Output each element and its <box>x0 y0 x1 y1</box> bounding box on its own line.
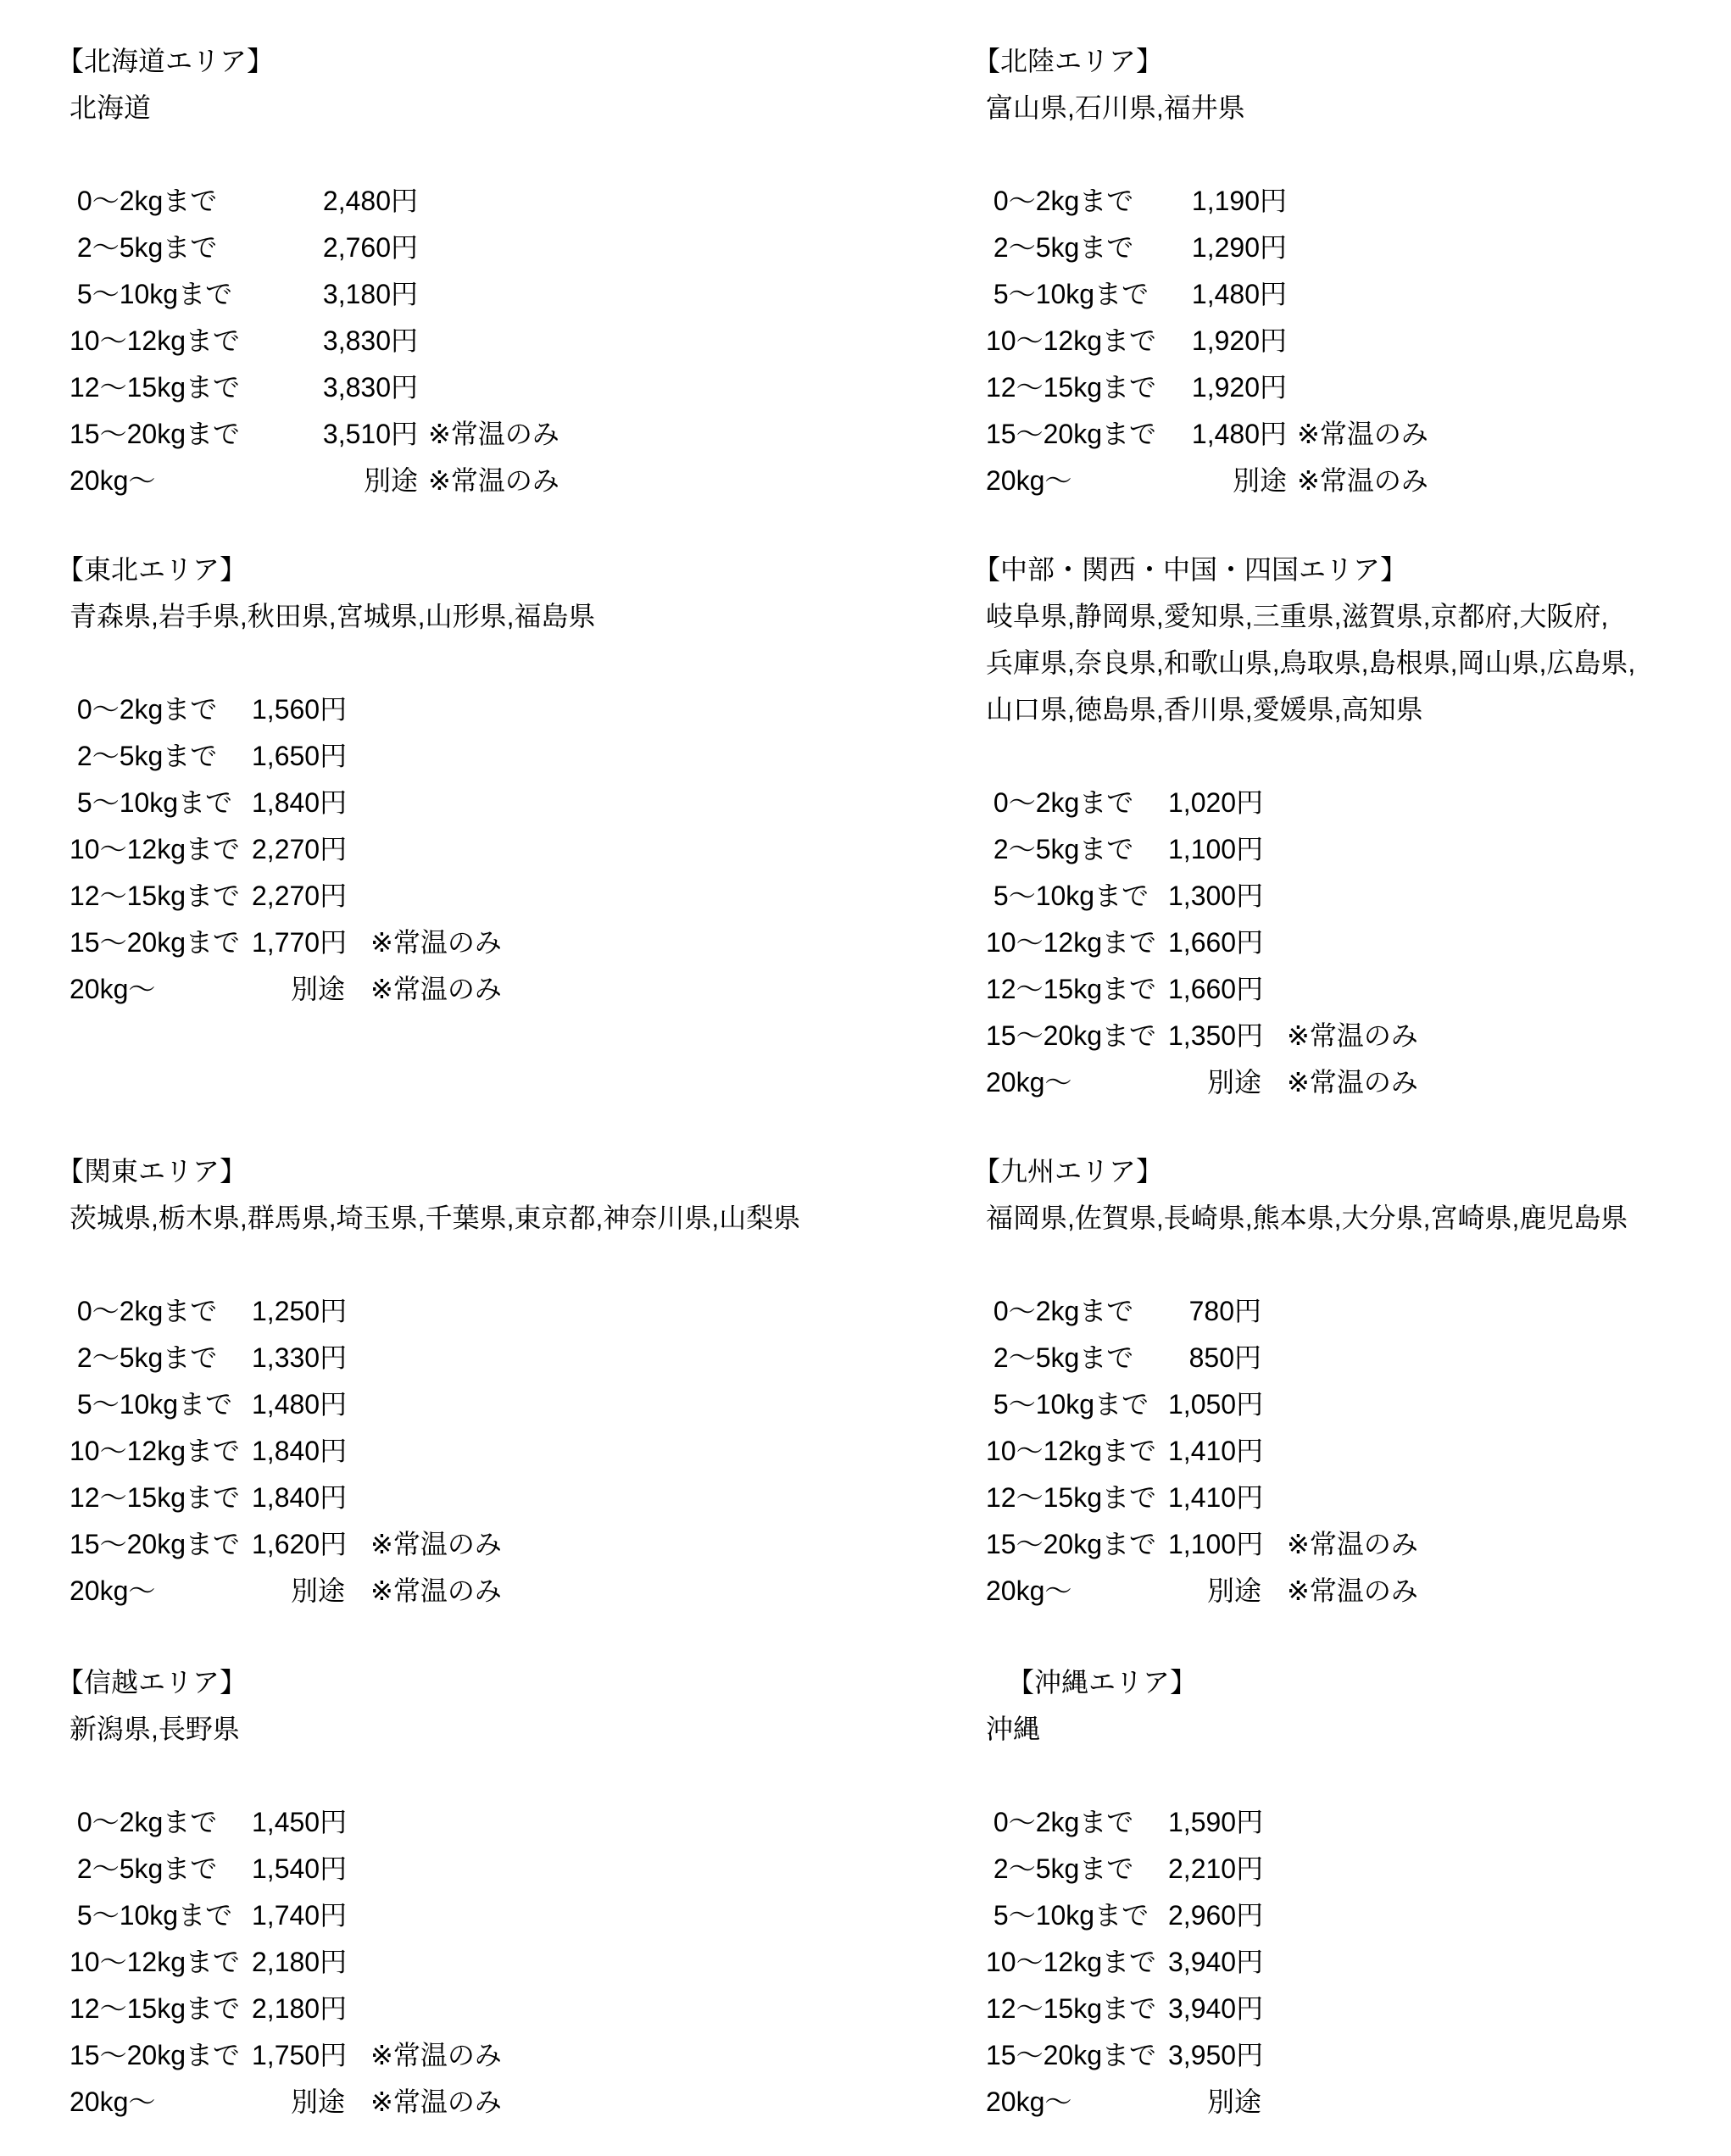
weight-range-label: 15〜20kgまで <box>986 2040 1156 2070</box>
rate-row <box>986 225 1731 271</box>
rate-row <box>986 2079 1731 2125</box>
rate-row <box>986 1986 1731 2032</box>
rate-row <box>70 1475 973 1521</box>
price-value: 1,540円 <box>252 1853 348 1884</box>
room-temp-only-note: ※常温のみ <box>1297 465 1428 496</box>
area-title: 【信越エリア】 <box>57 1667 248 1698</box>
rate-row <box>70 686 973 733</box>
rate-row <box>70 318 973 364</box>
price-value: 1,330円 <box>252 1342 348 1373</box>
rate-row <box>986 966 1731 1013</box>
price-value: 3,940円 <box>1168 1993 1264 2024</box>
section-kanto-area <box>57 1148 973 1659</box>
price-value: 1,840円 <box>252 1436 348 1466</box>
rate-row <box>70 1335 973 1381</box>
weight-range-label: 15〜20kgまで <box>986 419 1156 449</box>
rate-row <box>986 1799 1731 1846</box>
price-value: 2,270円 <box>252 881 348 911</box>
rate-row <box>986 1521 1731 1568</box>
price-value: 1,480円 <box>252 1389 348 1420</box>
rate-row <box>986 1288 1731 1335</box>
prefecture-list <box>973 1706 1731 1753</box>
weight-range-label: 0〜2kgまで <box>70 694 218 725</box>
price-value: 別途 <box>290 974 345 1004</box>
price-value: 1,250円 <box>252 1296 348 1326</box>
weight-range-label: 5〜10kgまで <box>986 279 1149 309</box>
weight-range-label: 2〜5kgまで <box>70 741 218 771</box>
weight-range-label: 2〜5kgまで <box>986 834 1134 864</box>
price-value: 780円 <box>1188 1296 1261 1326</box>
weight-range-label: 5〜10kgまで <box>70 279 233 309</box>
price-value: 2,270円 <box>252 834 348 864</box>
weight-range-label: 15〜20kgまで <box>70 927 240 958</box>
rate-row <box>70 1846 973 1892</box>
section-hokuriku-area <box>973 38 1731 547</box>
weight-range-label: 0〜2kgまで <box>70 1807 218 1837</box>
rate-row <box>986 1475 1731 1521</box>
weight-range-label: 15〜20kgまで <box>70 2040 240 2070</box>
weight-range-label: 2〜5kgまで <box>70 232 218 263</box>
rate-row <box>986 1381 1731 1428</box>
prefecture-list <box>973 85 1731 131</box>
weight-range-label: 2〜5kgまで <box>986 1342 1134 1373</box>
rate-row <box>986 1335 1731 1381</box>
weight-range-label: 0〜2kgまで <box>986 186 1134 216</box>
rate-table <box>973 178 1731 504</box>
room-temp-only-note: ※常温のみ <box>370 1529 502 1559</box>
rate-table <box>57 686 973 1013</box>
rate-row <box>70 1799 973 1846</box>
rate-row <box>986 318 1731 364</box>
prefecture-list <box>973 593 1731 733</box>
price-value: 別途 <box>1206 2087 1261 2117</box>
weight-range-label: 2〜5kgまで <box>70 1342 218 1373</box>
price-value: 2,210円 <box>1168 1853 1264 1884</box>
price-value: 2,180円 <box>252 1993 348 2024</box>
rate-row <box>986 1059 1731 1106</box>
price-value: 1,770円 <box>252 927 348 958</box>
rate-row <box>70 966 973 1013</box>
weight-range-label: 20kg〜 <box>986 2087 1072 2117</box>
section-kyushu-area <box>973 1148 1731 1659</box>
price-value: 1,450円 <box>252 1807 348 1837</box>
weight-range-label: 12〜15kgまで <box>986 974 1156 1004</box>
rate-table <box>57 1288 973 1614</box>
price-value: 1,410円 <box>1168 1482 1264 1513</box>
rate-row <box>70 411 973 458</box>
price-value: 3,180円 <box>322 279 418 309</box>
price-value: 3,830円 <box>322 325 418 356</box>
price-value: 1,300円 <box>1168 881 1264 911</box>
area-title: 【沖縄エリア】 <box>1007 1667 1198 1698</box>
price-value: 1,590円 <box>1168 1807 1264 1837</box>
rate-table <box>973 780 1731 1106</box>
weight-range-label: 12〜15kgまで <box>70 1482 240 1513</box>
price-value: 別途 <box>363 465 418 496</box>
rate-row <box>70 2079 973 2125</box>
weight-range-label: 10〜12kgまで <box>986 325 1156 356</box>
weight-range-label: 5〜10kgまで <box>70 787 233 818</box>
price-value: 2,960円 <box>1168 1900 1264 1931</box>
weight-range-label: 0〜2kgまで <box>986 1296 1134 1326</box>
weight-range-label: 0〜2kgまで <box>986 1807 1134 1837</box>
rate-row <box>986 411 1731 458</box>
weight-range-label: 20kg〜 <box>70 465 156 496</box>
weight-range-label: 12〜15kgまで <box>986 372 1156 403</box>
area-title: 【九州エリア】 <box>973 1156 1164 1186</box>
price-value: 1,480円 <box>1191 419 1287 449</box>
price-value: 3,830円 <box>322 372 418 403</box>
price-value: 1,480円 <box>1191 279 1287 309</box>
price-value: 850円 <box>1188 1342 1261 1373</box>
weight-range-label: 10〜12kgまで <box>70 1436 240 1466</box>
weight-range-label: 10〜12kgまで <box>986 1436 1156 1466</box>
rate-row <box>70 780 973 826</box>
rate-row <box>986 826 1731 873</box>
rate-row <box>70 1288 973 1335</box>
prefecture-list <box>57 1706 973 1753</box>
rate-row <box>986 1428 1731 1475</box>
price-value: 3,510円 <box>322 419 418 449</box>
rate-row <box>70 920 973 966</box>
prefecture-line: 青森県,岩手県,秋田県,宮城県,山形県,福島県 <box>70 601 596 631</box>
rate-table <box>57 1799 973 2125</box>
prefecture-line: 沖縄 <box>986 1714 1041 1744</box>
price-value: 1,920円 <box>1191 372 1287 403</box>
prefecture-list <box>973 1195 1731 1242</box>
weight-range-label: 0〜2kgまで <box>986 787 1134 818</box>
room-temp-only-note: ※常温のみ <box>370 2087 502 2117</box>
room-temp-only-note: ※常温のみ <box>370 2040 502 2070</box>
room-temp-only-note: ※常温のみ <box>1287 1529 1418 1559</box>
weight-range-label: 20kg〜 <box>70 1575 156 1606</box>
prefecture-line: 茨城県,栃木県,群馬県,埼玉県,千葉県,東京都,神奈川県,山梨県 <box>70 1203 801 1233</box>
price-value: 1,100円 <box>1168 1529 1264 1559</box>
price-value: 2,760円 <box>322 232 418 263</box>
price-value: 1,050円 <box>1168 1389 1264 1420</box>
price-value: 1,660円 <box>1168 927 1264 958</box>
weight-range-label: 20kg〜 <box>986 1067 1072 1097</box>
rate-row <box>986 1939 1731 1986</box>
rate-row <box>70 1986 973 2032</box>
weight-range-label: 20kg〜 <box>986 1575 1072 1606</box>
section-tohoku-area <box>57 547 973 1148</box>
price-value: 3,940円 <box>1168 1947 1264 1977</box>
section-chubu-kansai-chugoku-shikoku-area <box>973 547 1731 1148</box>
room-temp-only-note: ※常温のみ <box>428 419 559 449</box>
room-temp-only-note: ※常温のみ <box>370 974 502 1004</box>
rate-row <box>986 364 1731 411</box>
rate-row <box>70 1381 973 1428</box>
area-title: 【東北エリア】 <box>57 554 248 585</box>
weight-range-label: 5〜10kgまで <box>70 1900 233 1931</box>
price-value: 別途 <box>1232 465 1287 496</box>
room-temp-only-note: ※常温のみ <box>1287 1575 1418 1606</box>
weight-range-label: 12〜15kgまで <box>986 1993 1156 2024</box>
rate-row <box>986 2032 1731 2079</box>
price-value: 別途 <box>290 2087 345 2117</box>
prefecture-line: 北海道 <box>70 92 152 123</box>
weight-range-label: 2〜5kgまで <box>986 1853 1134 1884</box>
rate-row <box>986 1846 1731 1892</box>
rate-row <box>986 873 1731 920</box>
room-temp-only-note: ※常温のみ <box>370 927 502 958</box>
prefecture-line: 新潟県,長野県 <box>70 1714 240 1744</box>
price-value: 1,020円 <box>1168 787 1264 818</box>
room-temp-only-note: ※常温のみ <box>370 1575 502 1606</box>
area-title: 【中部・関西・中国・四国エリア】 <box>973 554 1408 585</box>
rate-row <box>986 920 1731 966</box>
prefecture-line: 兵庫県,奈良県,和歌山県,鳥取県,島根県,岡山県,広島県, <box>986 647 1636 678</box>
weight-range-label: 12〜15kgまで <box>70 1993 240 2024</box>
weight-range-label: 2〜5kgまで <box>986 232 1134 263</box>
price-value: 1,750円 <box>252 2040 348 2070</box>
section-okinawa-area <box>973 1659 1731 2156</box>
weight-range-label: 12〜15kgまで <box>70 372 240 403</box>
rate-row <box>70 1428 973 1475</box>
weight-range-label: 20kg〜 <box>986 465 1072 496</box>
rate-row <box>70 733 973 780</box>
room-temp-only-note: ※常温のみ <box>1297 419 1428 449</box>
price-value: 3,950円 <box>1168 2040 1264 2070</box>
prefecture-line: 山口県,徳島県,香川県,愛媛県,高知県 <box>986 694 1423 725</box>
weight-range-label: 0〜2kgまで <box>70 1296 218 1326</box>
price-value: 1,190円 <box>1191 186 1287 216</box>
weight-range-label: 10〜12kgまで <box>986 1947 1156 1977</box>
rate-row <box>70 458 973 504</box>
price-value: 2,480円 <box>322 186 418 216</box>
price-value: 1,290円 <box>1191 232 1287 263</box>
weight-range-label: 15〜20kgまで <box>70 419 240 449</box>
price-value: 1,350円 <box>1168 1020 1264 1051</box>
section-hokkaido-area <box>57 38 973 547</box>
price-value: 1,660円 <box>1168 974 1264 1004</box>
price-value: 別途 <box>1206 1575 1261 1606</box>
weight-range-label: 10〜12kgまで <box>986 927 1156 958</box>
price-value: 2,180円 <box>252 1947 348 1977</box>
rate-row <box>70 178 973 225</box>
weight-range-label: 12〜15kgまで <box>986 1482 1156 1513</box>
rate-table <box>57 178 973 504</box>
rate-row <box>986 1013 1731 1059</box>
weight-range-label: 20kg〜 <box>70 974 156 1004</box>
rate-row <box>70 1892 973 1939</box>
weight-range-label: 12〜15kgまで <box>70 881 240 911</box>
rate-row <box>986 458 1731 504</box>
rate-row <box>986 1568 1731 1614</box>
weight-range-label: 0〜2kgまで <box>70 186 218 216</box>
prefecture-list <box>57 85 973 131</box>
weight-range-label: 15〜20kgまで <box>70 1529 240 1559</box>
price-value: 1,840円 <box>252 1482 348 1513</box>
prefecture-line: 岐阜県,静岡県,愛知県,三重県,滋賀県,京都府,大阪府, <box>986 601 1609 631</box>
weight-range-label: 15〜20kgまで <box>986 1529 1156 1559</box>
room-temp-only-note: ※常温のみ <box>1287 1067 1418 1097</box>
rate-row <box>986 178 1731 225</box>
area-title: 【関東エリア】 <box>57 1156 248 1186</box>
room-temp-only-note: ※常温のみ <box>1287 1020 1418 1051</box>
section-shinetsu-area <box>57 1659 973 2156</box>
rate-row <box>70 1521 973 1568</box>
price-value: 1,840円 <box>252 787 348 818</box>
price-value: 1,560円 <box>252 694 348 725</box>
area-title: 【北陸エリア】 <box>973 46 1164 76</box>
price-value: 1,100円 <box>1168 834 1264 864</box>
weight-range-label: 5〜10kgまで <box>986 1389 1149 1420</box>
weight-range-label: 5〜10kgまで <box>986 881 1149 911</box>
price-value: 別途 <box>1206 1067 1261 1097</box>
price-value: 1,650円 <box>252 741 348 771</box>
rate-row <box>70 826 973 873</box>
price-value: 1,620円 <box>252 1529 348 1559</box>
weight-range-label: 2〜5kgまで <box>70 1853 218 1884</box>
price-value: 1,410円 <box>1168 1436 1264 1466</box>
rate-row <box>70 1939 973 1986</box>
area-title: 【北海道エリア】 <box>57 46 275 76</box>
weight-range-label: 10〜12kgまで <box>70 834 240 864</box>
prefecture-list <box>57 593 973 640</box>
weight-range-label: 10〜12kgまで <box>70 325 240 356</box>
prefecture-line: 富山県,石川県,福井県 <box>986 92 1245 123</box>
price-value: 1,920円 <box>1191 325 1287 356</box>
rate-row <box>70 1568 973 1614</box>
rate-table <box>973 1799 1731 2125</box>
prefecture-line: 福岡県,佐賀県,長崎県,熊本県,大分県,宮崎県,鹿児島県 <box>986 1203 1628 1233</box>
rate-row <box>70 2032 973 2079</box>
price-value: 1,740円 <box>252 1900 348 1931</box>
weight-range-label: 5〜10kgまで <box>986 1900 1149 1931</box>
weight-range-label: 10〜12kgまで <box>70 1947 240 1977</box>
room-temp-only-note: ※常温のみ <box>428 465 559 496</box>
rate-row <box>70 364 973 411</box>
weight-range-label: 5〜10kgまで <box>70 1389 233 1420</box>
prefecture-list <box>57 1195 973 1242</box>
rate-table <box>973 1288 1731 1614</box>
rate-row <box>986 780 1731 826</box>
weight-range-label: 15〜20kgまで <box>986 1020 1156 1051</box>
rate-row <box>70 271 973 318</box>
rate-row <box>986 271 1731 318</box>
weight-range-label: 20kg〜 <box>70 2087 156 2117</box>
rate-row <box>70 873 973 920</box>
rate-row <box>986 1892 1731 1939</box>
rate-row <box>70 225 973 271</box>
price-value: 別途 <box>290 1575 345 1606</box>
